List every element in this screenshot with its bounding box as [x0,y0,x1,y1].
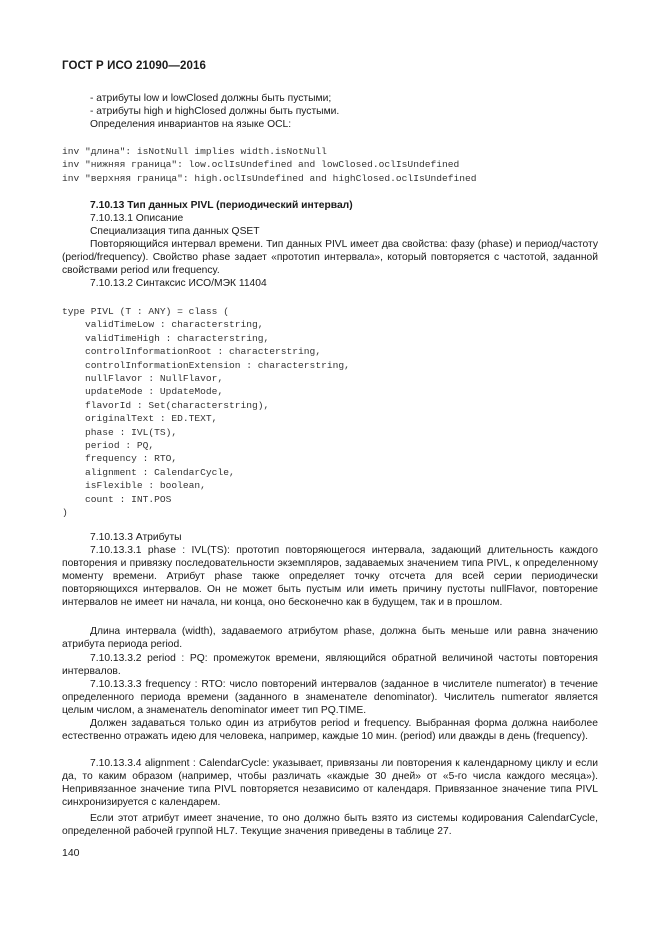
alignment-paragraph: 7.10.13.3.4 alignment : CalendarCycle: указывает, привязаны ли повторения к календарному циклу и если да, то каким образом (например, чтобы различать «каждые 30 дней» от «5-го числа каждого месяца»). Непривязанное значение типа PIVL повторяется независимо от календаря. Привязанное значение типа PIVL синхронизируется с календарем. [62,758,598,809]
description-paragraph: Повторяющийся интервал времени. Тип данных PIVL имеет два свойства: фазу (phase) и период/частоту (period/frequency). Свойство phase задает «прототип интервала», который повторяется с частотой, заданной свойствами period или frequency. [62,239,598,277]
type-code-block: type PIVL (T : ANY) = class ( validTimeLow : characterstring, validTimeHigh : characterstring, controlInformationRoot : characterstring, controlInformationExtension : characterstring, nullFlavor : NullFlavor, updateMode : UpdateMode, flavorId : Set(characterstring), originalText : ED.TEXT, phase : IVL(TS), period : PQ, frequency : RTO, alignment : CalendarCycle, isFlexible : boolean, count : INT.POS ) [62,306,350,519]
width-paragraph: Длина интервала (width), задаваемого атрибутом phase, должна быть меньше или равна значению атрибута периода period. [62,626,598,651]
period-paragraph: 7.10.13.3.2 period : PQ: промежуток времени, являющийся обратной величиной частоты повторения интервалов. [62,653,598,678]
calendar-cycle-paragraph: Если этот атрибут имеет значение, то оно должно быть взято из системы кодирования CalendarCycle, определенной рабочей группой HL7. Текущие значения приведены в таблице 27. [62,813,598,838]
document-header: ГОСТ Р ИСО 21090—2016 [62,60,207,72]
page-number: 140 [62,847,80,859]
frequency-paragraph: 7.10.13.3.3 frequency : RTO: число повторений интервалов (заданное в числителе numerator) в течение определенного периода времени (заданного в знаменателе denominator). Числитель numerator является целым числом, а знаменатель denominator имеет тип PQ.TIME. [62,679,598,717]
section-title: 7.10.13 Тип данных PIVL (периодический интервал) [90,200,353,211]
intro-line-3: Определения инвариантов на языке OCL: [90,119,292,130]
specialization-text: Специализация типа данных QSET [90,226,260,237]
subsection-attributes-heading: 7.10.13.3 Атрибуты [90,532,182,543]
subsection-description-heading: 7.10.13.1 Описание [90,213,184,224]
subsection-syntax-heading: 7.10.13.2 Синтаксис ИСО/МЭК 11404 [90,278,267,289]
intro-line-1: - атрибуты low и lowClosed должны быть пустыми; [90,93,332,104]
intro-line-2: - атрибуты high и highClosed должны быть пустыми. [90,106,340,117]
ocl-code-block: inv "длина": isNotNull implies width.isNotNull inv "нижняя граница": low.oclIsUndefined and lowClosed.oclIsUndefined inv "верхняя граница": high.oclIsUndefined and highClosed.oclIsUndefined [62,146,477,184]
phase-paragraph: 7.10.13.3.1 phase : IVL(TS): прототип повторяющегося интервала, задающий длительность каждого повторения и привязку последовательности экземпляров, задаваемых значением типа PIVL, к определенному моменту времени. Атрибут phase также определяет точку отсчета для всей серии периодически повторяющихся интервалов. Он не может быть пустым или иметь причину пустоты nullFlavor, повторение интервалов не имеет ни начала, ни конца, оно бесконечно как в будущем, так и в прошлом. [62,545,598,609]
period-frequency-note-paragraph: Должен задаваться только один из атрибутов period и frequency. Выбранная форма должна наиболее естественно отражать идею для человека, например, каждые 10 мин. (period) или дважды в день (frequency). [62,718,598,743]
